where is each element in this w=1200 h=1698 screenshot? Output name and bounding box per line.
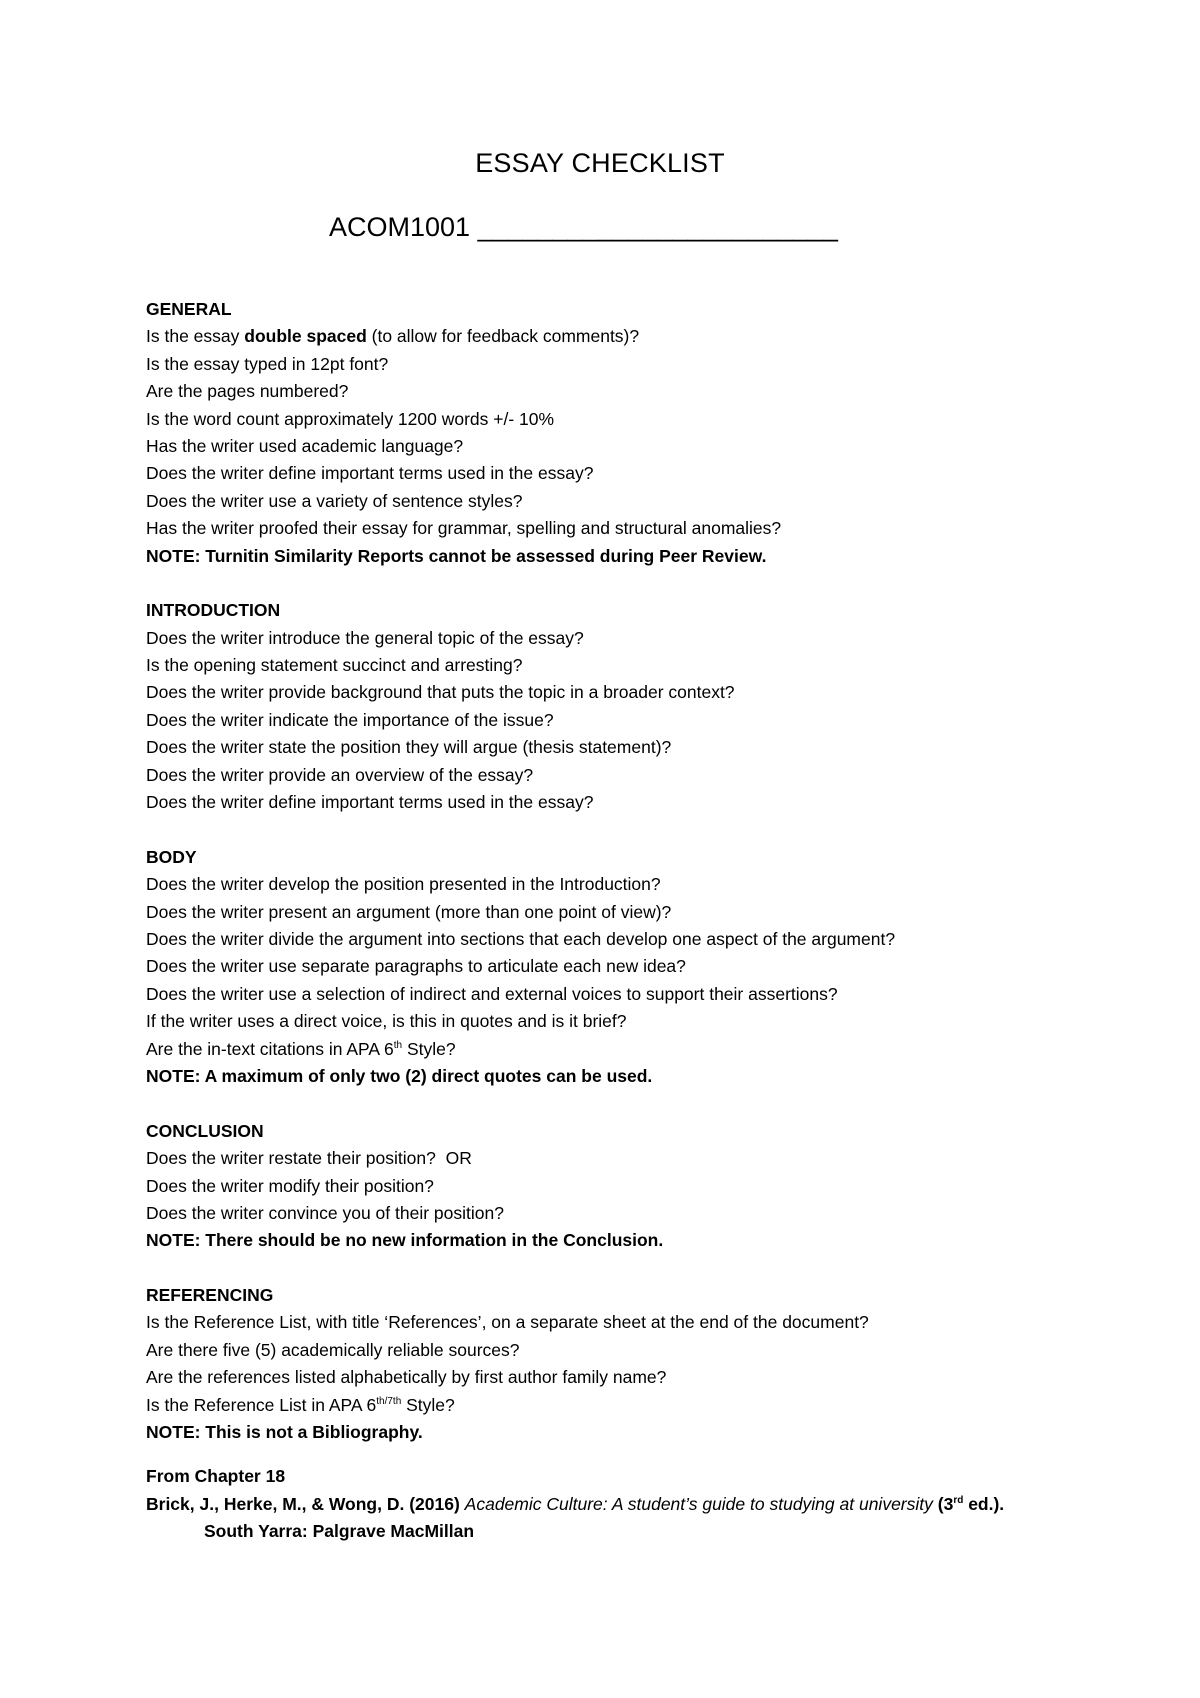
checklist-item: Is the Reference List, with title ‘References’, on a separate sheet at the end of the document?	[146, 1312, 869, 1333]
checklist-item: Are the references listed alphabetically by first author family name?	[146, 1367, 667, 1388]
checklist-item: Is the Reference List in APA $6^{th/7th}$ Style?	[146, 1394, 455, 1415]
checklist-item: Does the writer modify their position?	[146, 1175, 434, 1196]
checklist-item: Does the writer provide an overview of the essay?	[146, 764, 534, 785]
source-publisher: South Yarra: Palgrave MacMillan	[204, 1521, 475, 1542]
checklist-item: Does the writer provide background that puts the topic in a broader context?	[146, 682, 735, 703]
checklist-item: Has the writer used academic language?	[146, 435, 464, 456]
checklist-item: Are the in-text citations in APA 6th Style?	[146, 1038, 456, 1059]
checklist-item: Does the writer restate their position? OR	[146, 1148, 472, 1169]
checklist-item: Is the essay double spaced (to allow for feedback comments)?	[146, 326, 640, 347]
source-chapter: From Chapter 18	[146, 1466, 286, 1487]
checklist-item: Does the writer define important terms used in the essay?	[146, 463, 594, 484]
checklist-item: Are the pages numbered?	[146, 381, 349, 402]
checklist-item: Is the opening statement succinct and arresting?	[146, 655, 523, 676]
section-note: NOTE: A maximum of only two (2) direct quotes can be used.	[146, 1065, 653, 1086]
checklist-item: Does the writer state the position they will argue (thesis statement)?	[146, 737, 672, 758]
checklist-item: Does the writer indicate the importance of the issue?	[146, 709, 554, 730]
section-note: NOTE: This is not a Bibliography.	[146, 1422, 423, 1443]
checklist-item: Does the writer introduce the general topic of the essay?	[146, 627, 584, 648]
checklist-item: Does the writer convince you of their position?	[146, 1202, 504, 1223]
course-code-line: ACOM1001 ________________________	[329, 212, 838, 242]
checklist-item: Is the essay typed in 12pt font?	[146, 353, 389, 374]
checklist-item: Does the writer develop the position presented in the Introduction?	[146, 874, 661, 895]
section-heading-introduction: INTRODUCTION	[146, 600, 281, 621]
checklist-item: Is the word count approximately 1200 words +/- 10%	[146, 408, 555, 429]
checklist-item: Does the writer divide the argument into sections that each develop one aspect of the argument?	[146, 928, 896, 949]
checklist-item: Does the writer present an argument (more than one point of view)?	[146, 901, 672, 922]
section-heading-body: BODY	[146, 846, 197, 867]
section-heading-general: GENERAL	[146, 299, 232, 319]
checklist-item: Has the writer proofed their essay for grammar, spelling and structural anomalies?	[146, 518, 782, 539]
checklist-content	[146, 296, 1004, 1546]
checklist-item: Does the writer use a variety of sentence styles?	[146, 490, 523, 511]
checklist-item: Does the writer use separate paragraphs to articulate each new idea?	[146, 956, 686, 977]
checklist-item: Are there five (5) academically reliable sources?	[146, 1339, 520, 1360]
section-heading-conclusion: CONCLUSION	[146, 1120, 264, 1141]
document-title: ESSAY CHECKLIST	[475, 148, 725, 178]
checklist-item: Does the writer use a selection of indirect and external voices to support their assertions?	[146, 983, 838, 1004]
section-note: NOTE: Turnitin Similarity Reports cannot be assessed during Peer Review.	[146, 545, 767, 566]
checklist-item: Does the writer define important terms used in the essay?	[146, 792, 594, 813]
checklist-item: If the writer uses a direct voice, is this in quotes and is it brief?	[146, 1011, 627, 1032]
source-citation: Brick, J., Herke, M., & Wong, D. (2016) Academic Culture: A student’s guide to studying at university (3rd ed.).	[146, 1493, 1005, 1514]
section-note: NOTE: There should be no new information in the Conclusion.	[146, 1230, 664, 1251]
section-heading-referencing: REFERENCING	[146, 1285, 274, 1306]
